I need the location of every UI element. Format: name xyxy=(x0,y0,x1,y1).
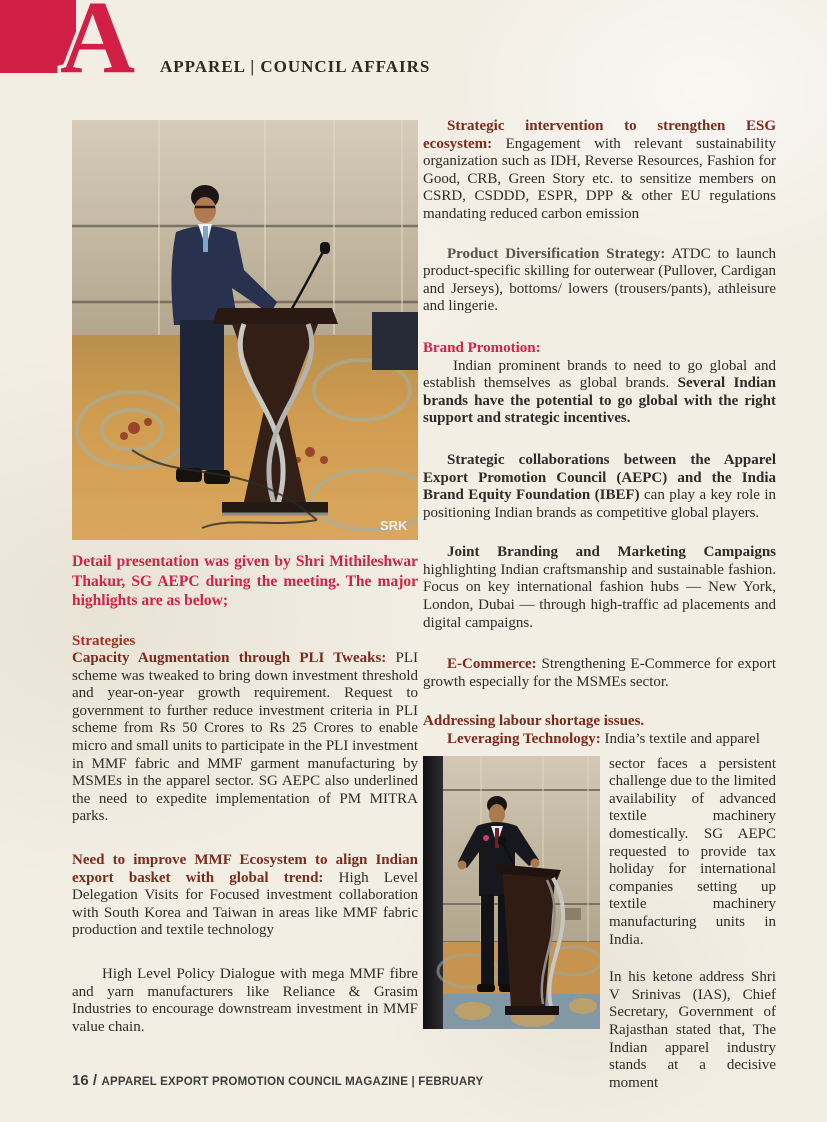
photo-speaker-podium xyxy=(72,120,418,540)
para-pli-lead: Capacity Augmentation through PLI Tweaks: xyxy=(72,650,387,667)
para-pli-body: PLI scheme was tweaked to bring down investment threshold and year-on-year growth requirement. Request to government to further reduce investment criteria in PLI scheme from Rs 50 Crores to Rs 25 Crores to enable micro and small units to participate in the PLI investment in MMF fabric and MMF garment manufacturing by MSMEs in the apparel sector. SG AEPC also underlined the need to expedite implementation of PM MITRA parks. xyxy=(72,650,419,825)
photo-speaker-gesturing xyxy=(423,756,600,1029)
para-collab-lead: Strategic collaborations between the Apparel Export Promotion Council (AEPC) and the India Brand Equity Foundation (IBEF) xyxy=(423,451,776,504)
para-product-lead: Product Diversification Strategy: xyxy=(447,245,666,262)
section-header-label: APPAREL | COUNCIL AFFAIRS xyxy=(160,57,431,76)
brand-promotion-heading: Brand Promotion: xyxy=(423,339,541,356)
para-collab-body: can play a key role in positioning Indian brands as competitive global players. xyxy=(423,487,776,521)
logo-letter: A xyxy=(60,0,136,95)
para-product-body: ATDC to launch product-specific skilling for outerwear (Pullover, Cardigan and Jerseys), bottoms/ lowers (trousers/pants), athleisure and lingerie. xyxy=(423,245,776,315)
para-policy-dialogue: High Level Policy Dialogue with mega MMF fibre and yarn manufacturers like Reliance & Grasim Industries to encourage downstream investment in MMF value chain. xyxy=(72,966,418,1035)
keynote-body: In his ketone address Shri V Srinivas (IAS), Chief Secretary, Government of Rajasthan stated that, The Indian apparel industry stands at a decisive moment xyxy=(609,969,776,1091)
para-esg xyxy=(423,118,776,224)
para-product-diversification xyxy=(423,246,776,316)
strategies-heading: Strategies xyxy=(72,632,136,649)
para-joint-body: highlighting Indian craftsmanship and sustainable fashion. Focus on key international fashion hubs — New York, London, Dubai — through high-traffic ad placements and digital campaigns. xyxy=(423,561,776,631)
leveraging-wrap-row xyxy=(423,756,776,1093)
para-joint-branding xyxy=(423,544,776,632)
para-collaborations xyxy=(423,452,776,522)
para-mmf-body: High Level Delegation Visits for Focused investment collaboration with South Korea and Taiwan in areas like MMF fabric production and textile technology xyxy=(72,869,418,939)
leveraging-wrap-text xyxy=(609,756,776,1093)
leveraging-lead: Leveraging Technology: xyxy=(447,731,601,748)
leveraging-first-line xyxy=(423,731,776,749)
para-ecommerce-lead: E-Commerce: xyxy=(447,656,537,673)
page-number: 16 / xyxy=(72,1072,98,1089)
leveraging-body: sector faces a persistent challenge due to the limited availability of advanced textile machinery domestically. SG AEPC requested to provide tax holiday for international companies setting up textile machinery manufacturing units in India. xyxy=(609,755,776,948)
para-brand-promotion xyxy=(423,358,776,428)
left-column xyxy=(72,120,418,1036)
para-ecommerce xyxy=(423,656,776,691)
para-brand-normal: Indian prominent brands to need to go global and establish themselves as global brands. xyxy=(423,357,776,392)
page-footer xyxy=(72,1072,483,1090)
leveraging-first-text: India’s textile and apparel xyxy=(604,731,760,748)
para-esg-body: Engagement with relevant sustainability organization such as IDH, Reverse Resources, Fashion for Good, CRB, Green Story etc. to sensitize members on CSRD, CSDDD, ESPR, DPP & other EU regulations mandating reduced carbon emission xyxy=(423,135,777,222)
para-esg-lead: Strategic intervention to strengthen ESG ecosystem: xyxy=(423,118,776,152)
right-column xyxy=(423,118,776,1092)
para-joint-lead: Joint Branding and Marketing Campaigns xyxy=(447,544,776,561)
photo-watermark: SRK xyxy=(380,518,408,533)
footer-label: APPAREL EXPORT PROMOTION COUNCIL MAGAZINE | FEBRUARY xyxy=(101,1076,484,1088)
labour-shortage-heading: Addressing labour shortage issues. xyxy=(423,713,645,730)
para-brand-bold: Several Indian brands have the potential to go global with the right support and strategic incentives. xyxy=(423,375,777,427)
para-mmf-ecosystem xyxy=(72,852,418,940)
magazine-logo xyxy=(0,0,170,95)
para-ecommerce-body: Strengthening E-Commerce for export growth especially for the MSMEs sector. xyxy=(423,656,776,690)
para-mmf-lead: Need to improve MMF Ecosystem to align Indian export basket with global trend: xyxy=(72,852,418,886)
para-pli-tweaks xyxy=(72,650,418,826)
photo-caption: Detail presentation was given by Shri Mithileshwar Thakur, SG AEPC during the meeting. The major highlights are as below; xyxy=(72,553,418,609)
